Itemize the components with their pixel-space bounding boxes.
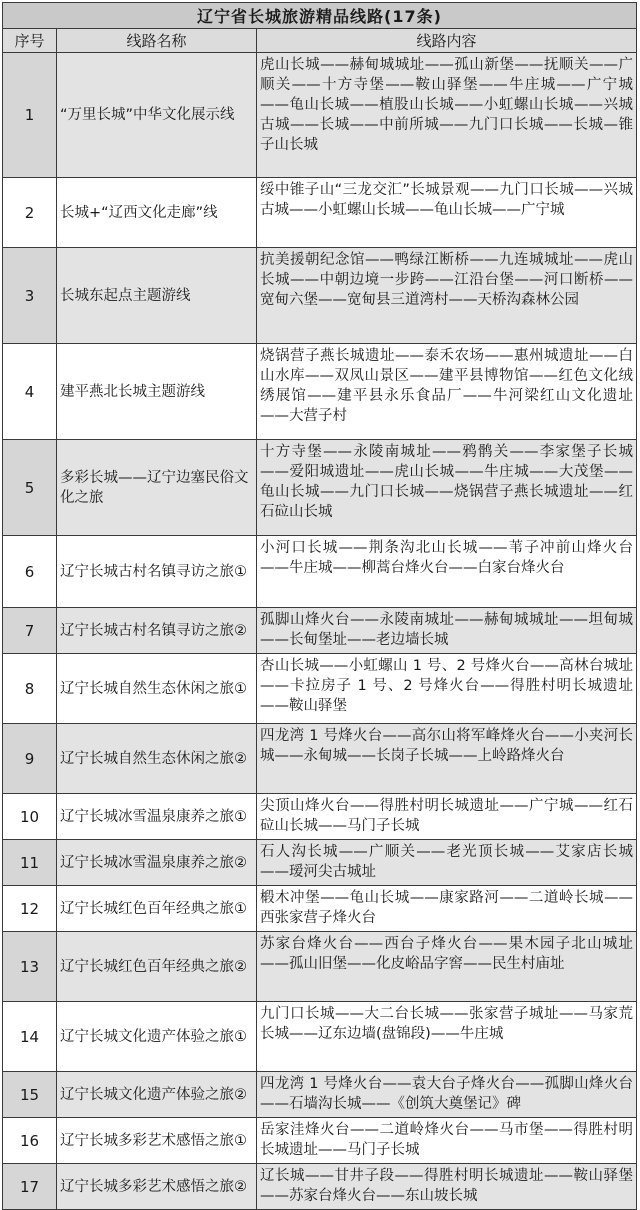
table-row: [3, 344, 637, 440]
header-num: 序号: [3, 29, 57, 53]
routes-document: [2, 2, 636, 1210]
route-name: 长城东起点主题游线: [57, 248, 257, 344]
route-content: 辽长城——甘井子段——得胜村明长城遗址——鞍山驿堡——苏家台烽火台——东山坡长城: [257, 1164, 637, 1210]
route-name: 辽宁长城自然生态休闲之旅①: [57, 654, 257, 724]
route-name: 辽宁长城文化遗产体验之旅①: [57, 1002, 257, 1072]
table-row: [3, 886, 637, 932]
row-number: 10: [3, 794, 57, 840]
route-content: 十方寺堡——永陵南城址——鸦鹘关——李家堡子长城——爱阳城遗址——虎山长城——牛庄城——大茂堡——龟山长城——九门口长城——烧锅营子燕长城遗址——红石砬山长城: [257, 440, 637, 536]
route-name: 辽宁长城多彩艺术感悟之旅①: [57, 1118, 257, 1164]
row-number: 6: [3, 536, 57, 608]
table-row: [3, 440, 637, 536]
row-number: 14: [3, 1002, 57, 1072]
table-row: [3, 1072, 637, 1118]
row-number: 9: [3, 724, 57, 794]
route-content: 石人沟长城——广顺关——老光顶长城——艾家店长城——瑷河尖古城址: [257, 840, 637, 886]
row-number: 1: [3, 53, 57, 178]
route-content: 烧锅营子燕长城遗址——泰禾农场——惠州城遗址——白山水库——双凤山景区——建平县博物馆——红色文化绒绣展馆——建平县永乐食品厂——牛河梁红山文化遗址——大营子村: [257, 344, 637, 440]
row-number: 7: [3, 608, 57, 654]
route-content: 岳家洼烽火台——二道岭烽火台——马市堡——得胜村明长城遗址——马门子长城: [257, 1118, 637, 1164]
route-content: 抗美援朝纪念馆——鸭绿江断桥——九连城城址——虎山长城——中朝边境一步跨——江沿台堡——河口断桥——宽甸六堡——宽甸县三道湾村——天桥沟森林公园: [257, 248, 637, 344]
route-name: 辽宁长城冰雪温泉康养之旅②: [57, 840, 257, 886]
route-content: 尖顶山烽火台——得胜村明长城遗址——广宁城——红石砬山长城——马门子长城: [257, 794, 637, 840]
route-content: 四龙湾 1 号烽火台——袁大台子烽火台——孤脚山烽火台——石墙沟长城——《创筑大奠堡记》碑: [257, 1072, 637, 1118]
row-number: 3: [3, 248, 57, 344]
table-row: [3, 932, 637, 1002]
route-name: 辽宁长城红色百年经典之旅①: [57, 886, 257, 932]
route-name: 多彩长城——辽宁边塞民俗文化之旅: [57, 440, 257, 536]
row-number: 17: [3, 1164, 57, 1210]
table-row: [3, 724, 637, 794]
route-content: 椴木冲堡——龟山长城——康家路河——二道岭长城——西张家营子烽火台: [257, 886, 637, 932]
row-number: 12: [3, 886, 57, 932]
table-row: [3, 654, 637, 724]
table-row: [3, 178, 637, 248]
route-content: 杏山长城——小虹螺山 1 号、2 号烽火台——高林台城址——卡拉房子 1 号、2 号烽火台——得胜村明长城遗址——鞍山驿堡: [257, 654, 637, 724]
row-number: 4: [3, 344, 57, 440]
table-title: 辽宁省长城旅游精品线路(17条): [3, 3, 637, 29]
route-content: 苏家台烽火台——西台子烽火台——果木园子北山城址——孤山旧堡——化皮峪品字窖——民生村庙址: [257, 932, 637, 1002]
route-name: 辽宁长城红色百年经典之旅②: [57, 932, 257, 1002]
table-row: [3, 1002, 637, 1072]
route-name: 建平燕北长城主题游线: [57, 344, 257, 440]
table-row: [3, 608, 637, 654]
route-name: 辽宁长城古村名镇寻访之旅①: [57, 536, 257, 608]
row-number: 11: [3, 840, 57, 886]
table-row: [3, 53, 637, 178]
routes-table: [2, 2, 637, 1210]
row-number: 13: [3, 932, 57, 1002]
route-content: 九门口长城——大二台长城——张家营子城址——马家荒长城——辽东边墙(盘锦段)——牛庄城: [257, 1002, 637, 1072]
route-name: 辽宁长城文化遗产体验之旅②: [57, 1072, 257, 1118]
header-name: 线路名称: [57, 29, 257, 53]
route-content: 四龙湾 1 号烽火台——高尔山将军峰烽火台——小夹河长城——永甸城——长岗子长城——上岭路烽火台: [257, 724, 637, 794]
route-content: 绥中锥子山“三龙交汇”长城景观——九门口长城——兴城古城——小虹螺山长城——龟山长城——广宁城: [257, 178, 637, 248]
table-row: [3, 1118, 637, 1164]
route-name: 辽宁长城古村名镇寻访之旅②: [57, 608, 257, 654]
header-content: 线路内容: [257, 29, 637, 53]
route-content: 虎山长城——赫甸城城址——孤山新堡——抚顺关——广顺关——十方寺堡——鞍山驿堡——牛庄城——广宁城——龟山长城——植股山长城——小虹螺山长城——兴城古城——长城——中前所城——九门口长城——长城—锥子山长城: [257, 53, 637, 178]
table-row: [3, 794, 637, 840]
table-row: [3, 1164, 637, 1210]
row-number: 2: [3, 178, 57, 248]
table-row: [3, 248, 637, 344]
row-number: 8: [3, 654, 57, 724]
route-name: “万里长城”中华文化展示线: [57, 53, 257, 178]
route-name: 长城+“辽西文化走廊”线: [57, 178, 257, 248]
route-name: 辽宁长城冰雪温泉康养之旅①: [57, 794, 257, 840]
row-number: 15: [3, 1072, 57, 1118]
row-number: 5: [3, 440, 57, 536]
route-content: 孤脚山烽火台——永陵南城址——赫甸城城址——坦甸城——长甸堡址——老边墙长城: [257, 608, 637, 654]
table-row: [3, 536, 637, 608]
route-content: 小河口长城——荆条沟北山长城——苇子冲前山烽火台——牛庄城——柳蒿台烽火台——白家台烽火台: [257, 536, 637, 608]
route-name: 辽宁长城多彩艺术感悟之旅②: [57, 1164, 257, 1210]
route-name: 辽宁长城自然生态休闲之旅②: [57, 724, 257, 794]
table-row: [3, 840, 637, 886]
row-number: 16: [3, 1118, 57, 1164]
